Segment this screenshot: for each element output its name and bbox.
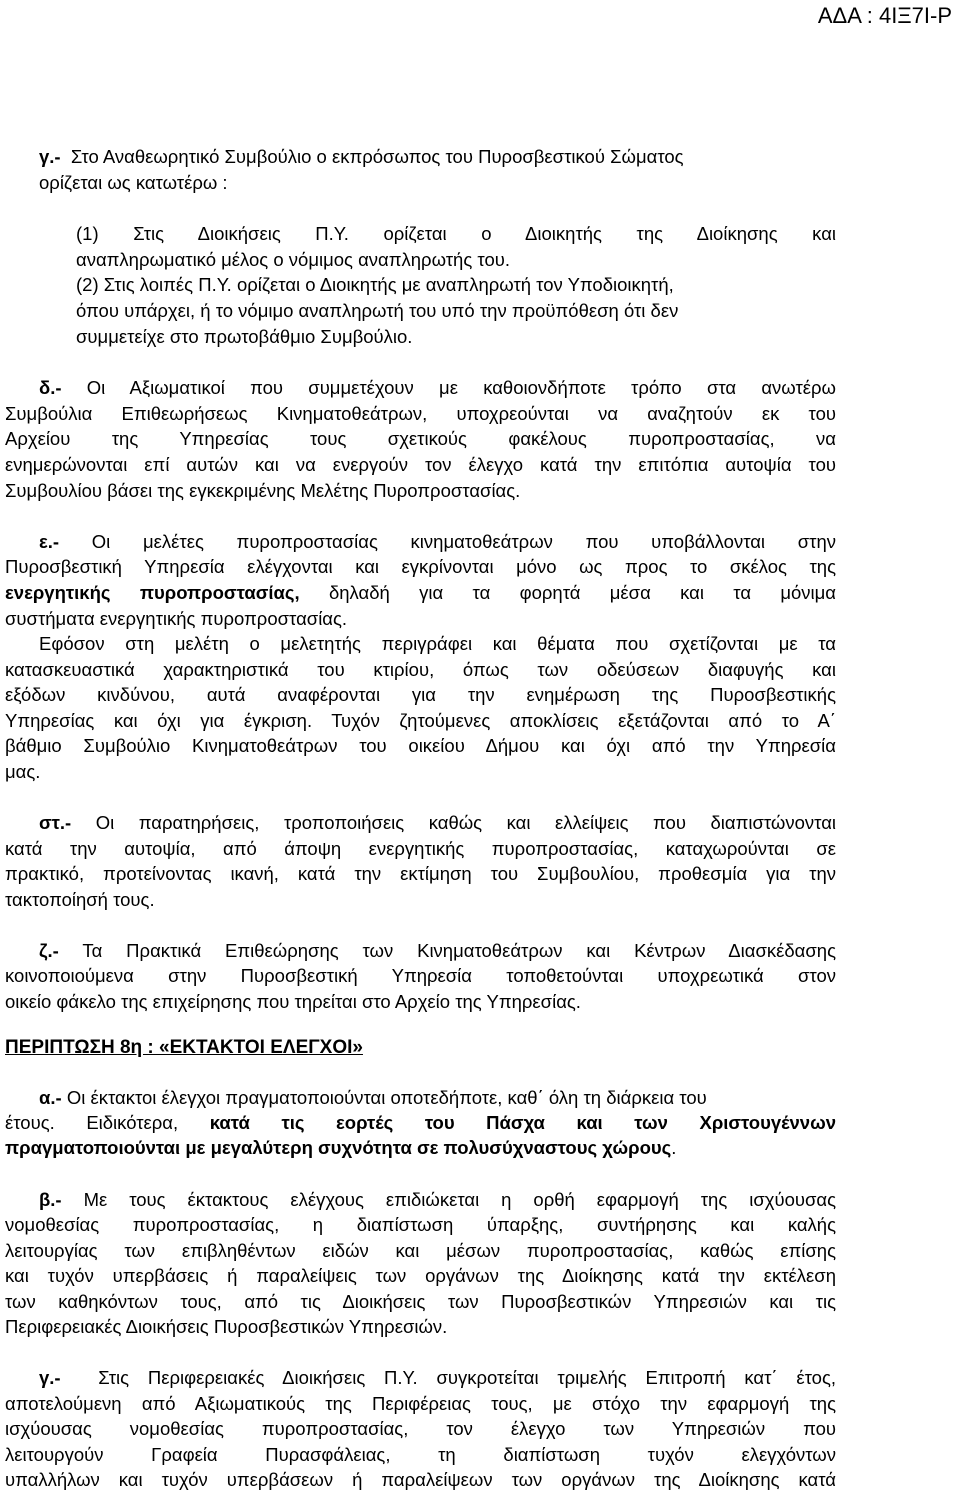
alpha-line1 bbox=[39, 1085, 707, 1111]
beta-line3: λειτουργίας των επιβληθέντων ειδών και μέσων πυροπροστασίας, καθώς επίσης bbox=[5, 1240, 836, 1261]
st-label: στ.- bbox=[39, 812, 72, 833]
epsilon-text1: Οι μελέτες πυροπροστασίας κινηματοθεάτρων που υποβάλλονται στην bbox=[91, 531, 836, 552]
alpha-label: α.- bbox=[39, 1087, 62, 1108]
beta-text1: Με τους έκτακτους ελέγχους επιδιώκεται η ορθή εφαρμογή της ισχύουσας bbox=[83, 1189, 836, 1210]
beta-line6: Περιφερειακές Διοικήσεις Πυροσβεστικών Υπηρεσιών. bbox=[5, 1316, 448, 1337]
alpha-period: . bbox=[671, 1137, 677, 1158]
epsilon-text3: δηλαδή για τα φορητά μέσα και τα μόνιμα bbox=[328, 582, 836, 603]
alpha-text1: Οι έκτακτοι έλεγχοι πραγματοποιούνται οποτεδήποτε, καθ΄ όλη τη διάρκεια του bbox=[66, 1087, 707, 1108]
gamma2-line2: αποτελούμενη από Αξιωματικούς της Περιφέρειας τους, με στόχο την εφαρμογή της bbox=[5, 1393, 836, 1414]
epsilon-line4: συστήματα ενεργητικής πυροπροστασίας. bbox=[5, 608, 348, 629]
delta-line4: ενημερώνονται επί αυτών και να ενεργούν τον έλεγχο κατά την επιτόπια αυτοψία του bbox=[5, 454, 836, 475]
epsilon-line1 bbox=[39, 529, 836, 555]
delta-line5: Συμβουλίου βάσει της εγκεκριμένης Μελέτης Πυροπροστασίας. bbox=[5, 480, 521, 501]
gamma2-label: γ.- bbox=[39, 1367, 61, 1388]
zeta-line3: οικείο φάκελο της επιχείρησης που τηρείται στο Αρχείο της Υπηρεσίας. bbox=[5, 991, 581, 1012]
sub2-line1: (2) Στις λοιπές Π.Υ. ορίζεται ο Διοικητής με αναπληρωτή τον Υποδιοικητή, bbox=[76, 274, 674, 295]
beta-line2: νομοθεσίας πυροπροστασίας, η διαπίστωση ύπαρξης, συντήρησης και καλής bbox=[5, 1214, 836, 1235]
epsilon-p2-line2: κατασκευαστικά χαρακτηριστικά του κτιρίου, όπως των οδεύσεων διαφυγής και bbox=[5, 659, 836, 680]
gamma2-line3: ισχύουσας νομοθεσίας πυροπροστασίας, τον έλεγχο των Υπηρεσιών που bbox=[5, 1418, 836, 1439]
alpha-line3 bbox=[5, 1135, 676, 1161]
case8-heading: ΠΕΡΙΠΤΩΣΗ 8η : «ΕΚΤΑΚΤΟΙ ΕΛΕΓΧΟΙ» bbox=[5, 1037, 363, 1058]
st-line4: τακτοποίησή τους. bbox=[5, 889, 155, 910]
ada-code: ΑΔΑ : 4ΙΞ7Ι-Ρ bbox=[817, 3, 952, 28]
epsilon-p2-line4: Υπηρεσίας και όχι για έγκριση. Τυχόν ζητούμενες αποκλίσεις εξετάζονται από το Α΄ bbox=[5, 710, 836, 731]
delta-line1 bbox=[39, 375, 836, 401]
st-line2: κατά την αυτοψία, από άποψη ενεργητικής πυροπροστασίας, καταχωρούνται σε bbox=[5, 838, 836, 859]
gamma1-text1: Στο Αναθεωρητικό Συμβούλιο ο εκπρόσωπος του Πυροσβεστικού Σώματος bbox=[70, 146, 684, 167]
zeta-text1: Τα Πρακτικά Επιθεώρησης των Κινηματοθεάτρων και Κέντρων Διασκέδασης bbox=[82, 940, 836, 961]
sub1-text: Στις Διοικήσεις Π.Υ. ορίζεται ο Διοικητής της Διοίκησης και bbox=[133, 223, 837, 244]
zeta-line1 bbox=[39, 938, 836, 964]
sub1-line2: αναπληρωματικό μέλος ο νόμιμος αναπληρωτής του. bbox=[76, 249, 510, 270]
beta-line5: των καθηκόντων τους, από τις Διοικήσεις των Πυροσβεστικών Υπηρεσιών και τις bbox=[5, 1291, 836, 1312]
beta-line4: και τυχόν υπερβάσεις ή παραλείψεις των οργάνων της Διοίκησης κατά την εκτέλεση bbox=[5, 1265, 836, 1286]
alpha-text2: έτους. Ειδικότερα, bbox=[5, 1112, 179, 1133]
st-text1: Οι παρατηρήσεις, τροποποιήσεις καθώς και ελλείψεις που διαπιστώνονται bbox=[95, 812, 837, 833]
gamma2-line4: λειτουργούν Γραφεία Πυρασφάλειας, τη διαπίστωση τυχόν ελεγχόντων bbox=[5, 1444, 836, 1465]
epsilon-label: ε.- bbox=[39, 531, 60, 552]
gamma1-line1 bbox=[39, 144, 684, 170]
beta-line1 bbox=[39, 1187, 836, 1213]
zeta-line2: κοινοποιούμενα στην Πυροσβεστική Υπηρεσία τοποθετούνται υποχρεωτικά στον bbox=[5, 965, 836, 986]
gamma2-line5: υπαλλήλων και τυχόν υπερβάσεων ή παραλείψεων των οργάνων της Διοίκησης κατά bbox=[5, 1469, 836, 1490]
sub2-line3: συμμετείχε στο πρωτοβάθμιο Συμβούλιο. bbox=[76, 326, 413, 347]
alpha-bold-line3: πραγματοποιούνται με μεγαλύτερη συχνότητα σε πολυσύχναστους χώρους bbox=[5, 1137, 672, 1158]
sub1-line1 bbox=[76, 221, 836, 247]
gamma2-line1 bbox=[39, 1365, 836, 1391]
gamma1-line2: ορίζεται ως κατωτέρω : bbox=[39, 172, 228, 193]
epsilon-p2-line5: βάθμιο Συμβούλιο Κινηματοθεάτρων του οικείου Δήμου και όχι από την Υπηρεσία bbox=[5, 735, 836, 756]
epsilon-line3 bbox=[5, 580, 836, 606]
epsilon-p2-line6: μας. bbox=[5, 761, 41, 782]
zeta-label: ζ.- bbox=[39, 940, 59, 961]
gamma1-label: γ.- bbox=[39, 146, 61, 167]
epsilon-line2: Πυροσβεστική Υπηρεσία ελέγχονται και εγκρίνονται μόνο ως προς το σκέλος της bbox=[5, 556, 836, 577]
alpha-bold-phrase: κατά τις εορτές του Πάσχα και των Χριστουγέννων bbox=[209, 1112, 836, 1133]
alpha-line2 bbox=[5, 1110, 836, 1136]
st-line1 bbox=[39, 810, 836, 836]
gamma2-text1: Στις Περιφερειακές Διοικήσεις Π.Υ. συγκροτείται τριμελής Επιτροπή κατ΄ έτος, bbox=[98, 1367, 836, 1388]
sub1-number: (1) bbox=[76, 223, 99, 244]
delta-line3: Αρχείου της Υπηρεσίας τους σχετικούς φακέλους πυροπροστασίας, να bbox=[5, 428, 836, 449]
beta-label: β.- bbox=[39, 1189, 62, 1210]
delta-line2: Συμβούλια Επιθεωρήσεως Κινηματοθεάτρων, υποχρεούνται να αναζητούν εκ του bbox=[5, 403, 836, 424]
epsilon-bold-phrase: ενεργητικής πυροπροστασίας, bbox=[5, 582, 300, 603]
epsilon-p2-line3: εξόδων κινδύνου, αυτά αναφέρονται για την ενημέρωση της Πυροσβεστικής bbox=[5, 684, 836, 705]
delta-label: δ.- bbox=[39, 377, 62, 398]
st-line3: πρακτικό, προτείνοντας ικανή, κατά την εκτίμηση του Συμβουλίου, προθεσμία για την bbox=[5, 863, 836, 884]
delta-text1: Οι Αξιωματικοί που συμμετέχουν με καθοιονδήποτε τρόπο στα ανωτέρω bbox=[86, 377, 837, 398]
sub2-line2: όπου υπάρχει, ή το νόμιμο αναπληρωτή του υπό την προϋπόθεση ότι δεν bbox=[76, 300, 679, 321]
epsilon-p2-line1: Εφόσον στη μελέτη ο μελετητής περιγράφει και θέματα που σχετίζονται με τα bbox=[39, 633, 836, 654]
